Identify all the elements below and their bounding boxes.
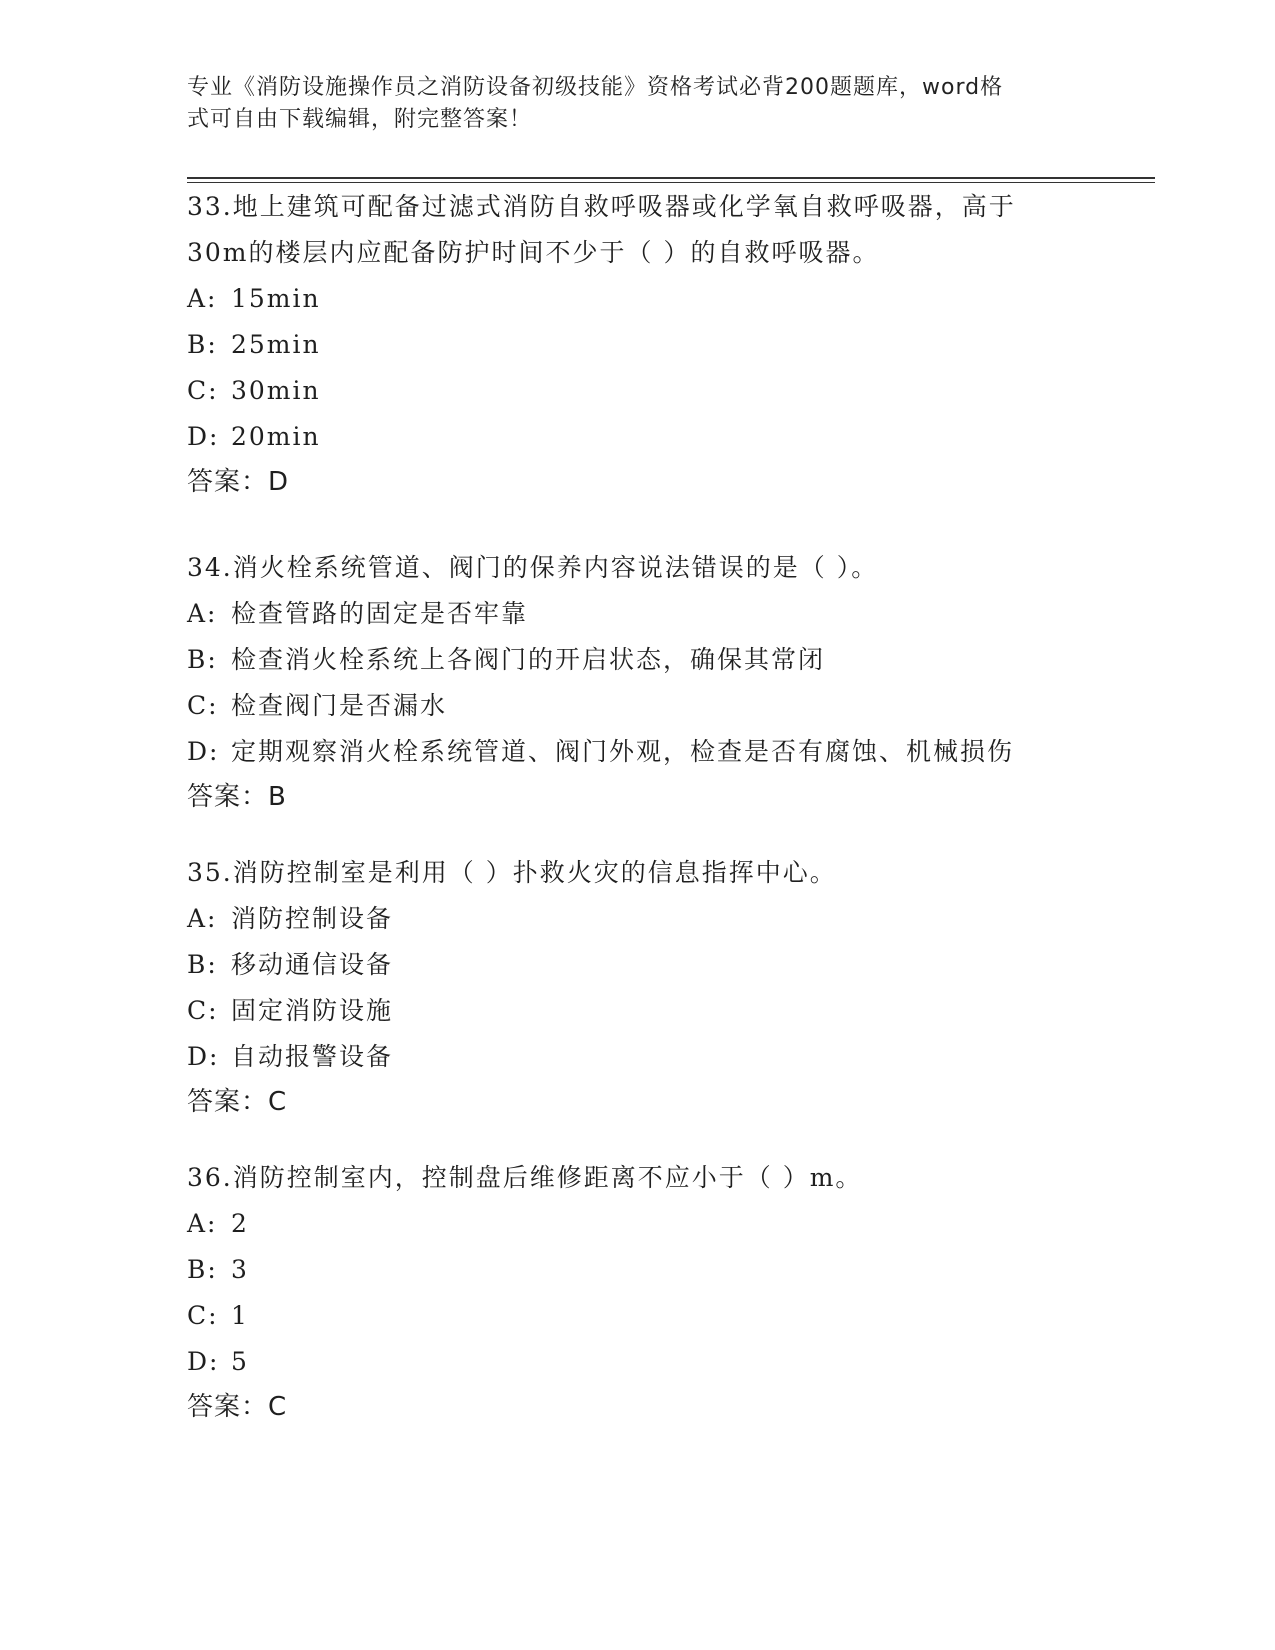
- header-title-line-2: 式可自由下载编辑，附完整答案！: [187, 107, 533, 132]
- option-text: 定期观察消火栓系统管道、阀门外观，检查是否有腐蚀、机械损伤: [231, 737, 1015, 766]
- answer-line: [187, 1385, 1087, 1429]
- question-35: [187, 850, 1087, 1124]
- option-d: [187, 414, 1087, 460]
- option-d: [187, 729, 1087, 775]
- question-stem-line-1: 36.消防控制室内，控制盘后维修距离不应小于（ ）m。: [187, 1163, 863, 1192]
- header-divider-thick: [187, 177, 1155, 179]
- answer-label: 答案：: [187, 1087, 269, 1117]
- option-letter: C:: [187, 1301, 219, 1330]
- answer-label: 答案：: [187, 782, 269, 812]
- option-a: [187, 591, 1087, 637]
- option-text: 检查阀门是否漏水: [231, 691, 448, 720]
- question-stem: [187, 184, 1087, 276]
- option-letter: A:: [187, 1209, 218, 1238]
- document-header: [187, 72, 1067, 136]
- answer-line: [187, 775, 1087, 819]
- answer-value: B: [268, 782, 287, 812]
- header-title-line-1: 专业《消防设施操作员之消防设备初级技能》资格考试必背200题题库，word格: [187, 75, 1004, 100]
- option-text: 5: [231, 1347, 249, 1376]
- option-text: 20min: [231, 422, 321, 451]
- option-b: [187, 322, 1087, 368]
- question-stem-line-1: 34.消火栓系统管道、阀门的保养内容说法错误的是（ ）。: [187, 553, 879, 582]
- option-text: 25min: [231, 330, 321, 359]
- option-b: [187, 1247, 1087, 1293]
- answer-line: [187, 460, 1087, 504]
- answer-label: 答案：: [187, 1392, 269, 1422]
- option-letter: B:: [187, 1255, 218, 1284]
- question-stem-line-1: 33.地上建筑可配备过滤式消防自救呼吸器或化学氧自救呼吸器，高于: [187, 192, 1016, 221]
- option-text: 消防控制设备: [231, 904, 394, 933]
- option-letter: A:: [187, 599, 218, 628]
- option-letter: D:: [187, 737, 220, 766]
- option-text: 2: [231, 1209, 249, 1238]
- option-letter: C:: [187, 996, 219, 1025]
- option-text: 自动报警设备: [231, 1042, 394, 1071]
- answer-value: C: [268, 1087, 288, 1117]
- option-b: [187, 942, 1087, 988]
- answer-value: D: [268, 467, 290, 497]
- question-stem: [187, 545, 1087, 591]
- option-c: [187, 683, 1087, 729]
- question-33: [187, 184, 1087, 504]
- option-letter: B:: [187, 645, 218, 674]
- option-letter: B:: [187, 950, 218, 979]
- option-c: [187, 1293, 1087, 1339]
- option-letter: D:: [187, 1347, 220, 1376]
- option-text: 3: [231, 1255, 249, 1284]
- option-a: [187, 1201, 1087, 1247]
- answer-value: C: [268, 1392, 288, 1422]
- answer-line: [187, 1080, 1087, 1124]
- question-stem: [187, 850, 1087, 896]
- option-letter: D:: [187, 422, 220, 451]
- header-divider-thin: [187, 182, 1155, 183]
- option-text: 检查管路的固定是否牢靠: [231, 599, 529, 628]
- option-text: 1: [231, 1301, 249, 1330]
- option-text: 固定消防设施: [231, 996, 394, 1025]
- option-c: [187, 988, 1087, 1034]
- option-letter: C:: [187, 691, 219, 720]
- option-c: [187, 368, 1087, 414]
- option-text: 15min: [231, 284, 321, 313]
- option-letter: B:: [187, 330, 218, 359]
- option-text: 移动通信设备: [231, 950, 394, 979]
- option-a: [187, 896, 1087, 942]
- question-stem-line-2: 30m的楼层内应配备防护时间不少于（ ）的自救呼吸器。: [187, 238, 880, 267]
- option-b: [187, 637, 1087, 683]
- question-34: [187, 545, 1087, 819]
- option-text: 检查消火栓系统上各阀门的开启状态，确保其常闭: [231, 645, 826, 674]
- option-letter: C:: [187, 376, 219, 405]
- question-36: [187, 1155, 1087, 1429]
- answer-label: 答案：: [187, 467, 269, 497]
- option-text: 30min: [231, 376, 321, 405]
- option-d: [187, 1034, 1087, 1080]
- option-a: [187, 276, 1087, 322]
- question-stem: [187, 1155, 1087, 1201]
- question-stem-line-1: 35.消防控制室是利用（ ）扑救火灾的信息指挥中心。: [187, 858, 837, 887]
- option-letter: A:: [187, 284, 218, 313]
- option-letter: D:: [187, 1042, 220, 1071]
- option-d: [187, 1339, 1087, 1385]
- option-letter: A:: [187, 904, 218, 933]
